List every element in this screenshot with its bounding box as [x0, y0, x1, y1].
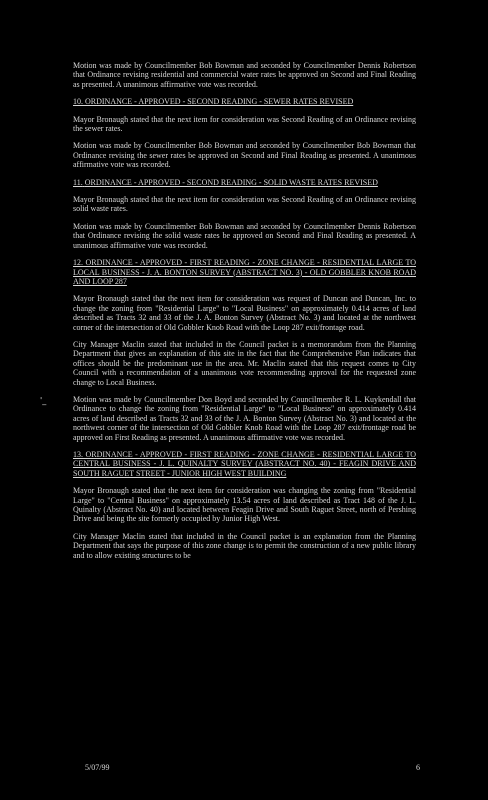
- item-heading: [73, 97, 416, 106]
- item-heading: [73, 450, 416, 478]
- item-heading: [73, 258, 416, 286]
- item-number: 13.: [73, 450, 83, 459]
- paragraph: Mayor Bronaugh stated that the next item for consideration was changing the zoning from "Residential Large" to "Central Business" on approximately 13.54 acres of land described as Tract 148 of the J. L. Quinalty (Abstract No. 40) and located between Feagin Drive and South Raguet Street, north of Pershing Drive and being the site formerly occupied by Junior High West.: [73, 486, 416, 524]
- item-title: ORDINANCE - APPROVED - SECOND READING - SEWER RATES REVISED: [85, 97, 354, 107]
- item-title: ORDINANCE - APPROVED - FIRST READING - ZONE CHANGE - RESIDENTIAL LARGE TO CENTRAL BUSINESS - J. L. QUINALTY SURVEY (ABSTRACT NO. 40) - FEAGIN DRIVE AND SOUTH RAGUET STREET - JUNIOR HIGH WEST BUILDING: [73, 450, 416, 478]
- paragraph: City Manager Maclin stated that included in the Council packet is an explanation from the Planning Department that says the purpose of this zone change is to permit the construction of a new public library and to allow existing structures to be: [73, 531, 416, 560]
- minutes-body: [73, 61, 416, 568]
- margin-mark: '_: [40, 396, 47, 405]
- page-number: 6: [416, 763, 420, 772]
- paragraph: Motion was made by Councilmember Don Boyd and seconded by Councilmember R. L. Kuykendall that Ordinance to change the zoning from "Residential Large" to "Local Business" on approximately 0.414 acres of land described as Tracts 32 and 33 of the J. A. Bonton Survey (Abstract No. 3) and located at the northwest corner of the intersection of Old Gobbler Knob Road with the Loop 287 exit/frontage road be approved on First Reading as presented. A unanimous affirmative vote was recorded.: [73, 394, 416, 442]
- paragraph: Mayor Bronaugh stated that the next item for consideration was request of Duncan and Duncan, Inc. to change the zoning from "Residential Large" to "Local Business" on approximately 0.414 acres of land described as Tracts 32 and 33 of the J. A. Bonton Survey (Abstract No. 3) and located at the northwest corner of the intersection of Old Gobbler Knob Road with the Loop 287 exit/frontage road.: [73, 294, 416, 332]
- paragraph: City Manager Maclin stated that included in the Council packet is a memorandum from the Planning Department that gives an explanation of this site in the fact that the Comprehensive Plan indicates that offices should be the predominant use in the area. Mr. Maclin stated that this request comes to City Council with a recommendation of a unanimous vote recommending approval for the requested zone change to Local Business.: [73, 339, 416, 387]
- footer-date: 5/07/99: [85, 763, 110, 772]
- item-heading: [73, 178, 416, 187]
- item-number: 10.: [73, 97, 83, 107]
- paragraph: Mayor Bronaugh stated that the next item for consideration was Second Reading of an Ordinance revising the sewer rates.: [73, 114, 416, 134]
- item-title: ORDINANCE - APPROVED - FIRST READING - ZONE CHANGE - RESIDENTIAL LARGE TO LOCAL BUSINESS - J. A. BONTON SURVEY (ABSTRACT NO. 3) - OLD GOBBLER KNOB ROAD AND LOOP 287: [73, 258, 416, 286]
- item-title: ORDINANCE - APPROVED - SECOND READING - SOLID WASTE RATES REVISED: [84, 177, 378, 187]
- item-number: 11.: [73, 177, 83, 187]
- paragraph: Motion was made by Councilmember Bob Bowman and seconded by Councilmember Dennis Robertson that Ordinance revising the solid waste rates be approved on Second and Final Reading as presented. A unanimous affirmative vote was recorded.: [73, 221, 416, 250]
- paragraph: Mayor Bronaugh stated that the next item for consideration was Second Reading of an Ordinance revising solid waste rates.: [73, 195, 416, 214]
- paragraph: Motion was made by Councilmember Bob Bowman and seconded by Councilmember Bob Bowman that Ordinance revising the sewer rates be approved on Second and Final Reading as presented. A unanimous affirmative vote was recorded.: [73, 141, 416, 170]
- item-number: 12.: [73, 258, 83, 268]
- paragraph: Motion was made by Councilmember Bob Bowman and seconded by Councilmember Dennis Robertson that Ordinance revising residential and commercial water rates be approved on Second and Final Reading as presented. A unanimous affirmative vote was recorded.: [73, 61, 416, 89]
